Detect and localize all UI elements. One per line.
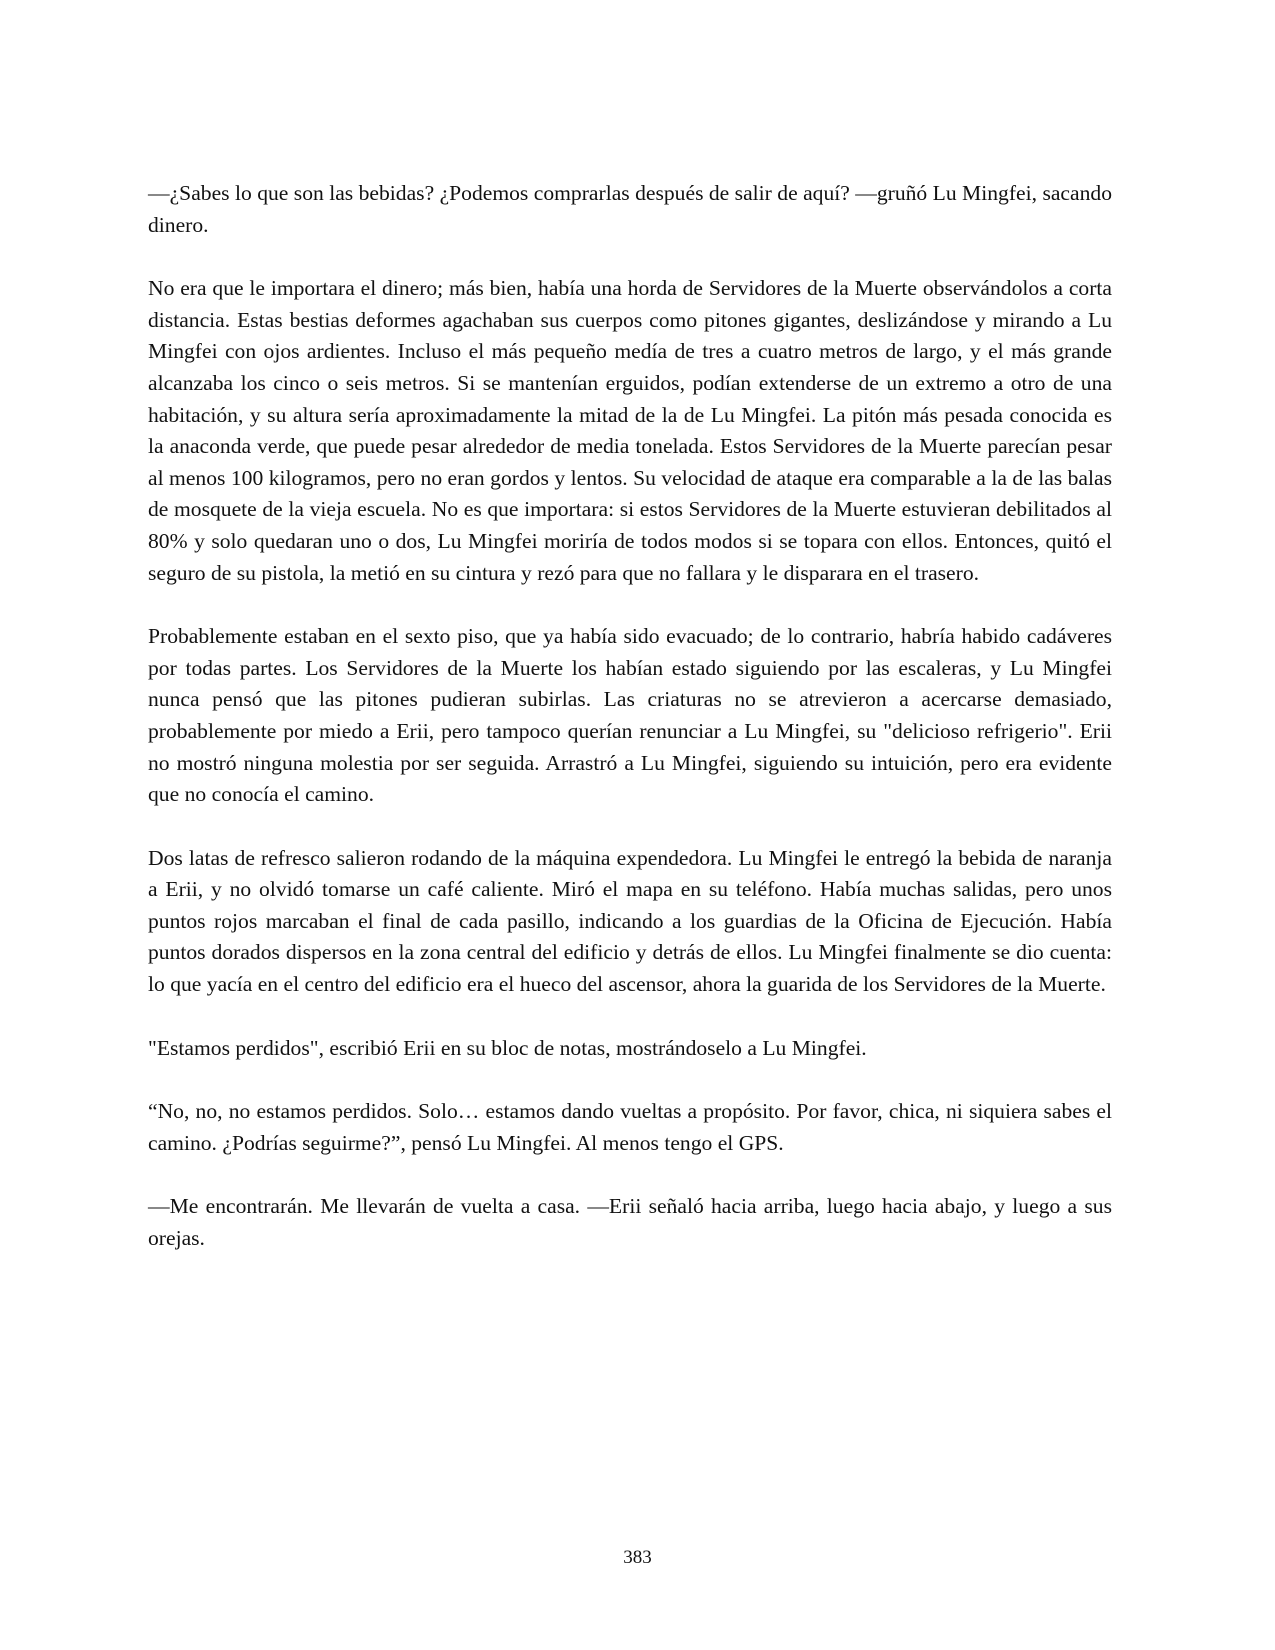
paragraph-4: Dos latas de refresco salieron rodando de la máquina expendedora. Lu Mingfei le entregó la bebida de naranja a Erii, y no olvidó tomarse un café caliente. Miró el mapa en su teléfono. Había muchas salidas, pero unos puntos rojos marcaban el final de cada pasillo, indicando a los guardias de la Oficina de Ejecución. Había puntos dorados dispersos en la zona central del edificio y detrás de ellos. Lu Mingfei finalmente se dio cuenta: lo que yacía en el centro del edificio era el hueco del ascensor, ahora la guarida de los Servidores de la Muerte. — [148, 845, 1112, 997]
paragraph-6: “No, no, no estamos perdidos. Solo… estamos dando vueltas a propósito. Por favor, chica, ni siquiera sabes el camino. ¿Podrías seguirme?”, pensó Lu Mingfei. Al menos tengo el GPS. — [148, 1099, 1112, 1155]
paragraph-1: —¿Sabes lo que son las bebidas? ¿Podemos comprarlas después de salir de aquí? —gruñó Lu Mingfei, sacando dinero. — [148, 181, 1112, 237]
paragraph-3: Probablemente estaban en el sexto piso, que ya había sido evacuado; de lo contrario, habría habido cadáveres por todas partes. Los Servidores de la Muerte los habían estado siguiendo por las escaleras, y Lu Mingfei nunca pensó que las pitones pudieran subirlas. Las criaturas no se atrevieron a acercarse demasiado, probablemente por miedo a Erii, pero tampoco querían renunciar a Lu Mingfei, su "delicioso refrigerio". Erii no mostró ninguna molestia por ser seguida. Arrastró a Lu Mingfei, siguiendo su intuición, pero era evidente que no conocía el camino. — [148, 624, 1112, 807]
page-body — [148, 178, 1112, 1287]
paragraph-2: No era que le importara el dinero; más bien, había una horda de Servidores de la Muerte observándolos a corta distancia. Estas bestias deformes agachaban sus cuerpos como pitones gigantes, deslizándose y mirando a Lu Mingfei con ojos ardientes. Incluso el más pequeño medía de tres a cuatro metros de largo, y el más grande alcanzaba los cinco o seis metros. Si se mantenían erguidos, podían extenderse de un extremo a otro de una habitación, y su altura sería aproximadamente la mitad de la de Lu Mingfei. La pitón más pesada conocida es la anaconda verde, que puede pesar alrededor de media tonelada. Estos Servidores de la Muerte parecían pesar al menos 100 kilogramos, pero no eran gordos y lentos. Su velocidad de ataque era comparable a la de las balas de mosquete de la vieja escuela. No es que importara: si estos Servidores de la Muerte estuvieran debilitados al 80% y solo quedaran uno o dos, Lu Mingfei moriría de todos modos si se topara con ellos. Entonces, quitó el seguro de su pistola, la metió en su cintura y rezó para que no fallara y le disparara en el trasero. — [148, 276, 1112, 585]
paragraph-5: "Estamos perdidos", escribió Erii en su bloc de notas, mostrándoselo a Lu Mingfei. — [148, 1035, 867, 1060]
page-number: 383 — [623, 1547, 652, 1568]
paragraph-7: —Me encontrarán. Me llevarán de vuelta a casa. —Erii señaló hacia arriba, luego hacia abajo, y luego a sus orejas. — [148, 1194, 1112, 1251]
